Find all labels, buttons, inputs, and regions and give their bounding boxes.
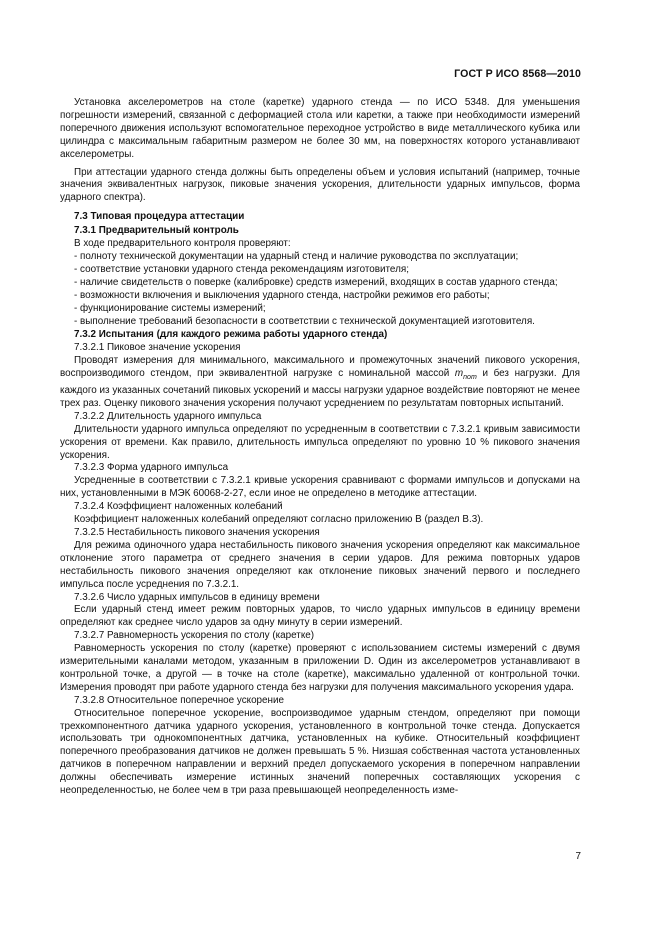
subsection-text: Длительности ударного импульса определяют по усредненным в соответствии с 7.3.2.1 кривым зависимости ускорения от времени. Как правило, длительность импульса определяют по уровню 10 % пикового значения ускорения.: [60, 423, 580, 461]
subsection-title: 7.3.2.7 Равномерность ускорения по столу (каретке): [74, 630, 315, 642]
check-item: - наличие свидетельств о поверке (калибровке) средств измерений, входящих в состав ударного стенда;: [74, 276, 558, 288]
check-item: - возможности включения и выключения ударного стенда, настройки режимов его работы;: [74, 289, 490, 301]
section-7-3-heading: 7.3 Типовая процедура аттестации: [74, 211, 245, 223]
check-item: - соответствие установки ударного стенда рекомендациям изготовителя;: [74, 263, 409, 275]
section-7-3-1-heading: 7.3.1 Предварительный контроль: [74, 225, 239, 237]
subsection-text: Для режима одиночного удара нестабильность пикового значения ускорения определяют как максимальное отклонение этого параметра от среднего значения в серии ударов. Для режима повторных ударов нестабильность пикового значения определяют как отклонение пиковых значений первого и последнего импульса после усреднения по 7.3.2.1.: [60, 539, 580, 590]
subsection-text: Усредненные в соответствии с 7.3.2.1 кривые ускорения сравнивают с формами импульсов и допусками на них, установленными в МЭК 60068-2-27, если иное не определено в методике аттестации.: [60, 475, 580, 500]
document-body: [60, 97, 580, 798]
subsection-title: 7.3.2.3 Форма ударного импульса: [74, 462, 229, 474]
subsection-text: Если ударный стенд имеет режим повторных ударов, то число ударных импульсов в единицу времени определяют как среднее число ударов за одну минуту в серии измерений.: [60, 604, 580, 629]
mass-subscript: nom: [463, 374, 477, 382]
document-header: ГОСТ Р ИСО 8568—2010: [454, 68, 581, 80]
section-7-3-1-lead: В ходе предварительного контроля проверяют:: [74, 238, 291, 250]
text-part: Проводят измерения для минимального, максимального и промежуточных значений пикового ускорения, воспроизводимого стендом, при эквивалентной нагрузке с номинальной массой: [60, 355, 580, 380]
check-item: - выполнение требований безопасности в соответствии с технической документацией изготовителя.: [74, 315, 535, 327]
page-number: 7: [575, 851, 581, 862]
subsection-title: 7.3.2.8 Относительное поперечное ускорение: [74, 694, 285, 706]
check-item: - полноту технической документации на ударный стенд и наличие руководства по эксплуатации;: [74, 250, 519, 262]
mass-symbol: m: [454, 368, 464, 380]
text-part: и без нагрузки. Для каждого из указанных сочетаний пиковых ускорений и массы нагрузки ударное воздействие повторяют не менее трех раз. Оценку пикового значения ускорения получают усреднением по результатам повторных испытаний.: [60, 368, 581, 409]
subsection-title: 7.3.2.2 Длительность ударного импульса: [74, 410, 262, 422]
subsection-title: 7.3.2.6 Число ударных импульсов в единицу времени: [74, 591, 320, 603]
intro-paragraph-2: При аттестации ударного стенда должны быть определены объем и условия испытаний (например, точные значения эквивалентных нагрузок, пиковые значения ускорения, длительности ударных импульсов, форма ударного спектра).: [60, 166, 580, 204]
subsection-text: Коэффициент наложенных колебаний определяют согласно приложению В (раздел В.3).: [74, 514, 484, 526]
subsection-title: 7.3.2.5 Нестабильность пикового значения ускорения: [74, 526, 320, 538]
subsection-title: 7.3.2.4 Коэффициент наложенных колебаний: [74, 501, 283, 513]
subsection-title: 7.3.2.1 Пиковое значение ускорения: [74, 342, 241, 354]
subsection-text: Равномерность ускорения по столу (каретке) проверяют с использованием системы измерений с двумя измерительными каналами методом, указанным в приложении D. Один из акселерометров устанавливают в контрольной точке, а другой — в точке на столе (каретке), максимально удаленной от контрольной точки. Измерения проводят при работе ударного стенда без нагрузки для получения максимального ускорения удара.: [60, 643, 580, 693]
section-7-3-2-heading: 7.3.2 Испытания (для каждого режима работы ударного стенда): [74, 329, 388, 341]
check-item: - функционирование системы измерений;: [74, 302, 266, 314]
intro-paragraph-1: Установка акселерометров на столе (каретке) ударного стенда — по ИСО 5348. Для уменьшения погрешности измерений, связанной с деформацией стола или каретки, а также при необходимости измерений поперечного движения используют вспомогательное переходное устройство в виде металлического кубика или цилиндра с максимальным габаритным размером не более 30 мм, на поверхностях которого устанавливают акселерометры.: [60, 97, 580, 160]
subsection-text: [60, 355, 580, 411]
subsection-text: Относительное поперечное ускорение, воспроизводимое ударным стендом, определяют при помощи трехкомпонентного датчика ударного ускорения, установленного в контрольной точке стенда. Допускается использовать три однокомпонентных датчика, установленных на кубике. Относительный коэффициент поперечного преобразования датчиков не должен превышать 5 %. Низшая собственная частота установленных датчиков в поперечном направлении и верхний предел допускаемого ускорения в поперечном направлении должны обеспечивать измерение истинных значений поперечных составляющих ускорения с неопределенностью, не более чем в три раза превышающей неопределенность изме-: [60, 707, 580, 797]
